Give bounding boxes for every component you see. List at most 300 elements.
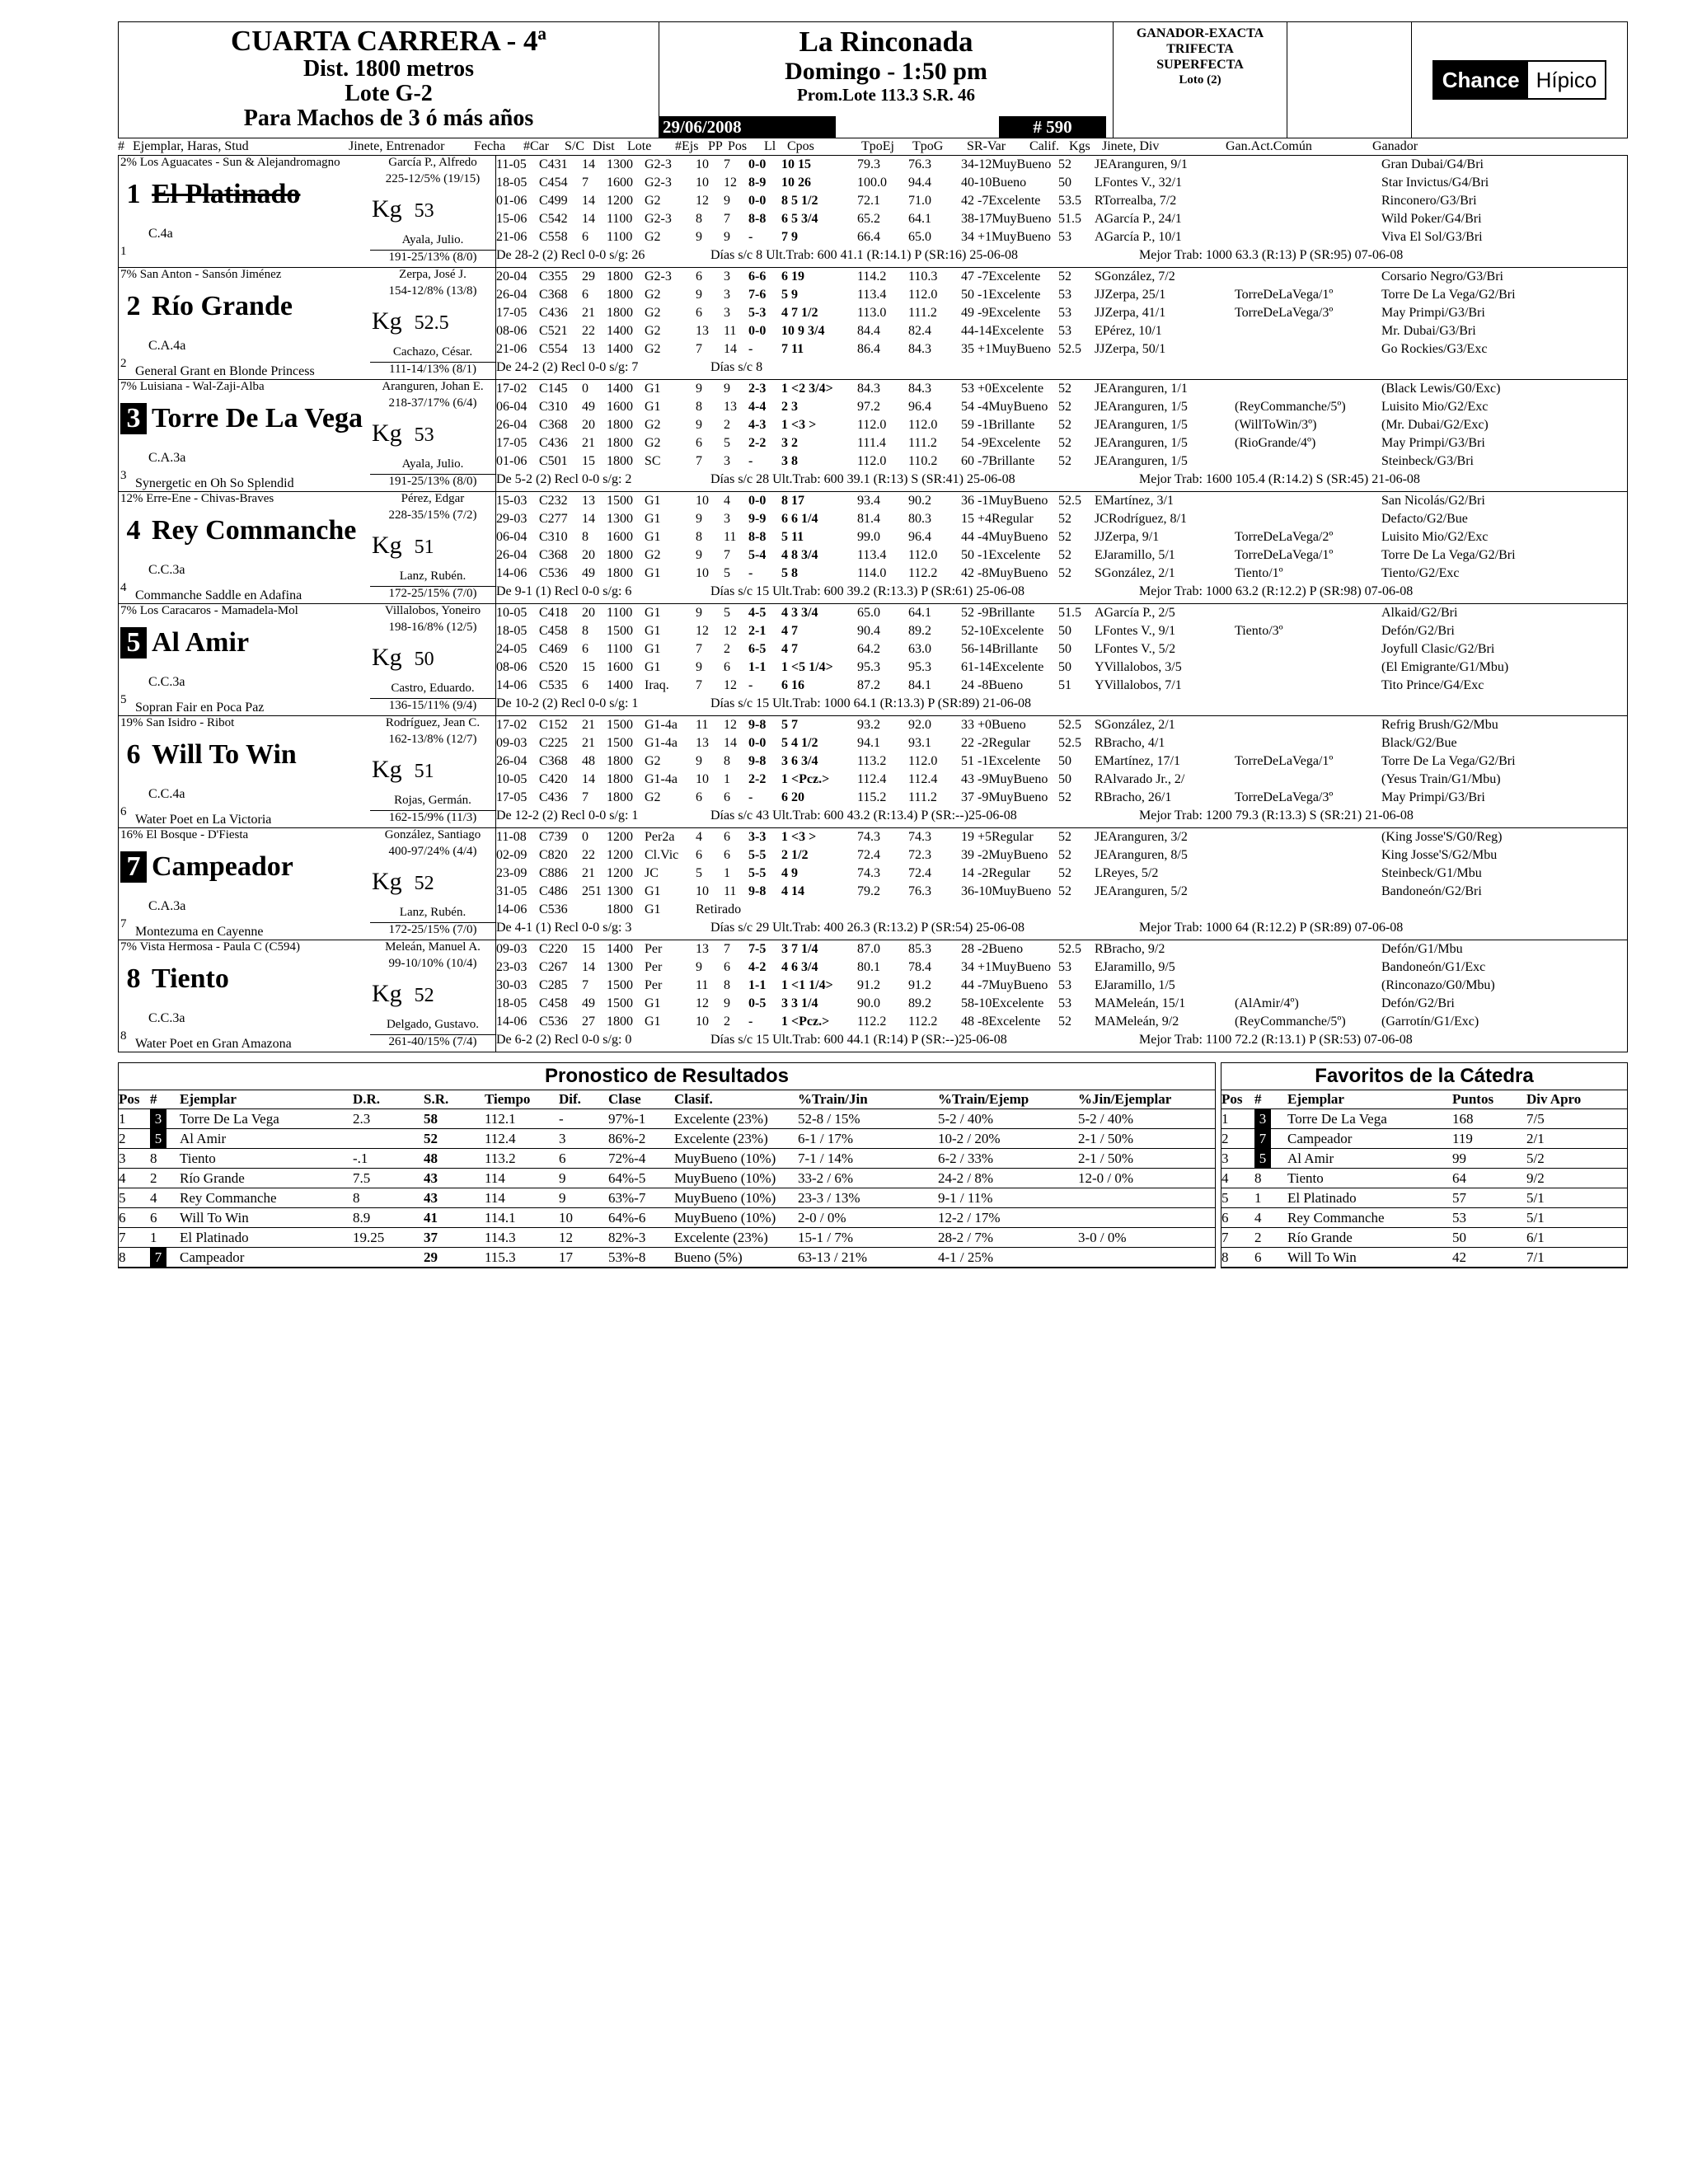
trainer-stats: 191-25/13% (8/0) [370,474,495,489]
horse-identity [119,156,370,267]
pronostico-cell: 28-2 / 7% [938,1230,994,1245]
horse-title [120,963,229,995]
pronostico-col-header: # [150,1091,157,1107]
race-history-row [496,958,1627,977]
popularity-pct: 16% [120,828,143,841]
race-history-cell: 113.4 [857,288,887,302]
favoritos-row [1221,1169,1627,1188]
race-history-cell [1235,640,1381,658]
race-history-cell: 114.0 [857,566,887,580]
race-history-cell: 53 [1058,996,1071,1010]
trainer-stats: 111-14/13% (8/1) [370,362,495,377]
jockey-stats: 218-37/17% (6/4) [388,396,477,410]
race-history-cell: 91.2 [908,978,931,992]
race-history-cell: JEAranguren, 1/5 [1095,400,1188,414]
favoritos-col-header: Pos [1221,1091,1243,1107]
horse-identity [119,492,370,603]
race-history-cell: 17-05 [496,790,528,804]
race-history-cell: 111.2 [908,436,937,450]
race-history-cell: 112.0 [908,288,938,302]
race-history-cell [1095,901,1235,919]
race-history-cell: 20 [582,548,595,562]
race-history-cell: 112.4 [908,772,938,786]
race-history-cell: 1500 [607,996,633,1010]
race-history-cell: 2 [724,1015,730,1029]
horse-name: Torre De La Vega [152,403,363,434]
race-history-cell: 50 -1Excelente [961,548,1041,562]
bet-type: TRIFECTA [1166,42,1234,56]
race-history-cell: 80.1 [857,960,880,974]
race-history-cell: 4-3 [748,418,767,432]
race-history-cell: 52 [1058,566,1071,580]
race-history-cell: G2-3 [645,269,672,284]
column-header: #Ejs [675,139,699,153]
race-history-cell: 6 [724,960,730,974]
horse-sex-age: C.C.3a [148,675,185,689]
horse-small-number: 1 [120,245,127,258]
jockey-stats: 162-13/8% (12/7) [388,733,477,746]
race-history-cell: 87.0 [857,942,880,956]
race-history-cell: Mr. Dubai/G3/Bri [1381,324,1476,338]
race-history-cell: May Primpi/G3/Bri [1381,436,1485,450]
race-history-cell: 84.3 [908,342,931,356]
race-history-cell [1235,604,1381,622]
last-workout: Días s/c 15 Ult.Trab: 600 44.1 (R:14) P (SR:--)25-06-08 [710,1033,1007,1047]
race-history-cell: 52 [1058,530,1071,544]
column-header: PP [708,139,723,153]
horse-title [120,739,297,771]
pronostico-cell: 4-1 / 25% [938,1249,994,1265]
race-history-cell: 50 [1058,660,1071,674]
race-history-cell: 112.4 [857,772,887,786]
race-history-cell: 7-6 [748,288,767,302]
race-history-cell: Torre De La Vega/G2/Bri [1381,754,1516,768]
race-history-cell: TorreDeLaVega/3º [1235,306,1334,320]
race-history-cell: 12 [724,624,737,638]
race-history-cell: 3 2 [781,436,798,450]
race-history-cell: G1 [645,606,661,620]
race-history-cell: 21 [582,736,595,750]
horse-sex-age: C.C.3a [148,1011,185,1025]
race-history-cell: 14 [582,194,595,208]
race-history-cell: 09-03 [496,736,528,750]
last-workout: Días s/c 29 Ult.Trab: 400 26.3 (R:13.2) P (SR:54) 25-06-08 [710,921,1025,935]
jockey-name: González, Santiago [384,828,481,841]
pronostico-cell: 112.4 [485,1131,516,1146]
race-history-cell: 84.3 [857,382,880,396]
trainer-name: Ayala, Julio. [401,457,464,471]
horse-sex-age: C.C.3a [148,563,185,577]
race-history-cell: JEAranguren, 3/2 [1095,830,1188,844]
race-history-cell: C501 [539,454,568,468]
race-history-cell: 112.0 [908,754,938,768]
race-history-cell: - [748,790,753,804]
pronostico-rows [119,1109,1215,1268]
race-history-cell: 9 [696,960,702,974]
race-history-cell: 7 [582,978,588,992]
race-history-cell: 06-04 [496,400,528,414]
race-history-cell: 8-9 [748,176,767,190]
race-history-cell: 14 [582,212,595,226]
race-history-cell: 6-5 [748,642,767,656]
race-history-cell: 1800 [607,772,633,786]
race-history-cell: C418 [539,606,568,620]
race-history-cell: 36 -1MuyBueno [961,494,1048,508]
horse-small-number: 4 [120,581,127,594]
favoritos-row [1221,1188,1627,1208]
column-header: #Car [523,139,550,153]
race-history-cell: 86.4 [857,342,880,356]
race-history-cell: EJaramillo, 1/5 [1095,978,1175,992]
column-header: # [118,139,124,153]
race-history-cell: JEAranguren, 1/5 [1095,418,1188,432]
pronostico-cell: 43 [424,1170,438,1186]
race-history-cell [1235,210,1381,228]
pronostico-cell: 6 [150,1210,157,1226]
pronostico-cell: 52 [424,1131,438,1146]
race-history-cell: Iraq. [645,678,669,692]
favoritos-cell: 7/1 [1526,1249,1545,1265]
pronostico-cell: 4 [119,1170,126,1186]
race-history-cell: 1800 [607,1015,633,1029]
race-history-cell: 15 +4Regular [961,512,1034,526]
race-history-cell: 4 7 [781,624,798,638]
pronostico-cell [150,1109,180,1128]
race-history-cell: 24-05 [496,642,528,656]
race-history-cell: 44 -7MuyBueno [961,978,1048,992]
race-history-cell: JJZerpa, 50/1 [1095,342,1166,356]
race-history-cell: 100.0 [857,176,887,190]
race-history-cell: 51.5 [1058,606,1081,620]
race-history-cell: 72.4 [857,848,880,862]
race-history-cell: 89.2 [908,996,931,1010]
stud-line [120,380,265,394]
race-history-cell: 0-0 [748,324,767,338]
race-history-cell: 6 [582,288,588,302]
race-history-cell: JJZerpa, 41/1 [1095,306,1166,320]
race-history-cell: 76.3 [908,157,931,171]
favoritos-cell: 5 [1221,1190,1229,1206]
race-history-cell: (RioGrande/4º) [1235,436,1316,450]
race-history-cell: 9 [696,548,702,562]
race-history-cell: 12 [696,194,709,208]
race-history-cell: 71.0 [908,194,931,208]
race-history-cell: 11-08 [496,830,527,844]
horse-small-number: 7 [120,917,127,930]
race-history-cell: C368 [539,754,568,768]
race-history-cell: 9-8 [748,884,767,898]
lot-average: Prom.Lote 113.3 S.R. 46 [796,85,976,105]
favoritos-cell: 4 [1254,1210,1262,1226]
race-history-cell: 112.0 [857,418,887,432]
race-history-cell: 90.4 [857,624,880,638]
horse-title [120,627,249,658]
race-history-cell: 8-8 [748,212,767,226]
stud-line [120,716,234,730]
race-history-cell: 14 [582,512,595,526]
race-history-cell: 10-05 [496,606,528,620]
race-history-cell: 1600 [607,400,633,414]
race-history-cell: C310 [539,400,568,414]
column-header: Calif. [1029,139,1059,153]
past-performances [495,604,1627,715]
race-history-cell: 20 [582,606,595,620]
race-history-cell: Tiento/3º [1235,624,1283,638]
race-history-cell: 84.3 [908,382,931,396]
horse-number: 7 [120,851,147,883]
race-history-cell: JJZerpa, 9/1 [1095,530,1160,544]
race-history-cell: C454 [539,176,568,190]
race-history-cell: 50 [1058,624,1071,638]
race-history-cell: 10 9 3/4 [781,324,825,338]
race-history-row [496,546,1627,565]
race-history-cell: 40-10Bueno [961,176,1027,190]
race-history-cell: 26-04 [496,754,528,768]
race-history-row [496,416,1627,434]
race-history-cell: 39 -2MuyBueno [961,848,1048,862]
race-history-cell: 1800 [607,436,633,450]
pronostico-cell: 9-1 / 11% [938,1190,993,1206]
trainer-stats: 261-40/15% (7/4) [370,1034,495,1049]
race-history-cell: 0-0 [748,157,767,171]
race-history-cell: 81.4 [857,512,880,526]
horse-sex-age: C.A.3a [148,899,186,913]
race-history-cell: C554 [539,342,568,356]
race-history-cell: G1 [645,382,661,396]
race-history-cell: G2 [645,754,661,768]
trainer-name: Castro, Eduardo. [391,682,475,695]
race-history-cell: 13 [696,324,709,338]
race-history-cell: 52 [1058,382,1071,396]
race-history-cell: 26-04 [496,288,528,302]
horse-number: 3 [120,403,147,434]
weight-value: 51 [414,761,434,782]
race-history-cell: (Garrotín/G1/Exc) [1381,1015,1479,1029]
race-history-cell: Torre De La Vega/G2/Bri [1381,288,1516,302]
haras-stud: Vista Hermosa - Paula C (C594) [139,940,300,954]
race-history-cell: 112.2 [908,1015,938,1029]
jockey-trainer [370,828,495,940]
race-history-cell: 7 [724,548,730,562]
column-header: S/C [565,139,585,153]
haras-stud: Erre-Ene - Chivas-Braves [146,492,274,505]
race-history-cell: 27 [582,1015,595,1029]
race-history-cell: C368 [539,418,568,432]
race-history-row [496,940,1627,958]
race-history-cell [1235,977,1381,995]
race-history-cell: 26-04 [496,418,528,432]
race-history-cell: 1-1 [748,660,767,674]
race-history-cell: 13 [696,942,709,956]
popularity-pct: 19% [120,716,143,729]
pronostico-cell: 2 [119,1131,126,1146]
favoritos-cell: 3 [1221,1151,1229,1166]
race-history-cell: 4 7 1/2 [781,306,818,320]
race-history-cell: 4-5 [748,606,767,620]
race-history-cell [908,901,961,919]
race-history-cell [1235,771,1381,789]
pronostico-cell: Bueno (5%) [674,1249,743,1265]
pronostico-cell [150,1248,180,1267]
race-history-cell: 1 <5 1/4> [781,660,833,674]
race-history-cell [1235,268,1381,286]
last-workout: Días s/c 15 Ult.Trab: 1000 64.1 (R:13.3) P (SR:89) 21-06-08 [710,696,1032,710]
pronostico-cell: 8 [353,1190,360,1206]
race-history-cell: 5 [724,606,730,620]
horse-title [120,291,293,322]
pronostico-cell: El Platinado [180,1230,249,1245]
pronostico-cell: 115.3 [485,1249,516,1265]
race-history-cell: 3-3 [748,830,767,844]
favoritos-cell: 99 [1452,1151,1466,1166]
race-history-cell: 14 [724,342,737,356]
favoritos-cell: 4 [1221,1170,1229,1186]
race-history-cell: 92.0 [908,718,931,732]
chance-hipico-logo: Chance Hípico [1432,60,1607,100]
pronostico-cell: 24-2 / 8% [938,1170,994,1186]
pronostico-row [119,1228,1215,1248]
race-history-cell: 13 [696,736,709,750]
race-history-cell: 1800 [607,306,633,320]
jockey-trainer [370,380,495,491]
race-distance: Dist. 1800 metros [302,56,475,82]
favoritos-cell: El Platinado [1287,1190,1357,1206]
race-history-cell: RAlvarado Jr., 2/ [1095,772,1185,786]
race-history-cell: 29 [582,269,595,284]
race-history-cell: G1 [645,902,661,916]
race-history-cell [1235,492,1381,510]
race-history-cell: Black/G2/Bue [1381,736,1457,750]
pronostico-cell [353,1129,424,1148]
pronostico-cell: 7 [119,1230,126,1245]
race-history-cell: 13 [724,400,737,414]
horse-footer [496,695,1627,713]
pronostico-cell: 6 [119,1210,126,1226]
favoritos-cell: 5/1 [1526,1190,1545,1206]
race-history-cell: 52 [1058,1015,1071,1029]
race-history-cell [857,901,908,919]
bet-type: SUPERFECTA [1156,58,1244,72]
race-history-cell: C820 [539,848,568,862]
race-history-cell: 84.4 [857,324,880,338]
favoritos-row [1221,1149,1627,1169]
favoritos-cell: 1 [1221,1111,1229,1127]
race-history-cell: 50 [1058,754,1071,768]
race-history-cell: 1800 [607,902,633,916]
horse-identity [119,380,370,491]
stud-line [120,940,300,954]
jockey-trainer [370,716,495,827]
race-history-cell: 6 [724,660,730,674]
race-history-cell: C521 [539,324,568,338]
race-history-cell: 6 [724,848,730,862]
race-history-cell: G2 [645,288,661,302]
race-history-cell: 96.4 [908,530,931,544]
horse-title [120,179,300,210]
pronostico-row [119,1149,1215,1169]
race-history-row [496,977,1627,995]
trainer-stats: 172-25/15% (7/0) [370,922,495,937]
best-workout: Mejor Trab: 1200 79.3 (R:13.3) S (SR:21) 21-06-08 [1139,808,1414,823]
race-history-cell: 10 [696,176,709,190]
horse-small-number: 2 [120,357,127,370]
race-history-cell: 8 [696,530,702,544]
pronostico-cell: 5 [119,1190,126,1206]
race-history-cell: G2 [645,436,661,450]
favoritos-cell: 7 [1221,1230,1229,1245]
pronostico-cell: 17 [559,1249,573,1265]
race-history-cell: 18-05 [496,176,528,190]
pronostico-cell: Río Grande [180,1170,245,1186]
race-history-cell: SGonzález, 2/1 [1095,566,1175,580]
favoritos-cell: 53 [1452,1210,1466,1226]
race-history-cell: 34 +1MuyBueno [961,230,1052,244]
column-header: Lote [627,139,652,153]
race-history-cell: G2-3 [645,176,672,190]
race-history-cell: G1 [645,624,661,638]
race-history-cell: 0-0 [748,194,767,208]
race-history-cell: TorreDeLaVega/1º [1235,754,1334,768]
race-history-cell: 95.3 [857,660,880,674]
race-history-cell: 8 [724,978,730,992]
bottom-tables [118,1062,1628,1268]
favoritos-cell: 8 [1221,1249,1229,1265]
race-history-cell: C542 [539,212,568,226]
race-history-cell: 38-17MuyBueno [961,212,1052,226]
race-history-cell: Steinbeck/G3/Bri [1381,454,1474,468]
race-history-cell: 9 [696,418,702,432]
race-history-cell [748,901,781,919]
race-history-cell: 1100 [607,642,633,656]
race-history-cell: 10-05 [496,772,528,786]
race-history-cell: 1200 [607,866,633,880]
weight-value: 52 [414,985,434,1006]
weight-value: 50 [414,649,434,670]
pronostico-cell: 5-2 / 40% [1078,1111,1134,1127]
race-history-cell: 114.2 [857,269,887,284]
horse-number: 2 [126,291,141,321]
stud-line [120,492,274,506]
race-history-cell: C739 [539,830,568,844]
race-history-cell: 23-09 [496,866,528,880]
race-history-cell: 9 [724,230,730,244]
pronostico-cell: 12-2 / 17% [938,1210,1001,1226]
favoritos-row [1221,1129,1627,1149]
race-history-cell: 14 [582,960,595,974]
race-history-cell: 111.4 [857,436,886,450]
race-history-row [496,995,1627,1013]
horse-title [120,515,356,546]
last-workout: Días s/c 43 Ult.Trab: 600 43.2 (R:13.4) P (SR:--)25-06-08 [710,808,1017,823]
race-history-cell: 251 [582,884,602,898]
race-history-cell: 72.3 [908,848,931,862]
race-history-cell: 72.4 [908,866,931,880]
race-history-cell [1235,174,1381,192]
race-history-cell: 112.2 [908,566,938,580]
favoritos-row [1221,1208,1627,1228]
race-history-cell: 3 [724,306,730,320]
race-history-cell: 8-8 [748,530,767,544]
pronostico-col-header: %Jin/Ejemplar [1078,1091,1172,1107]
horse-small-number: 5 [120,693,127,706]
race-history-cell: 52 [1058,548,1071,562]
favoritos-cell: 2 [1221,1131,1229,1146]
past-performances [495,940,1627,1052]
race-history-cell: 6 20 [781,790,804,804]
pronostico-cell: 114 [485,1170,505,1186]
race-lot: Lote G-2 [345,81,433,106]
race-history-cell: 3 7 1/4 [781,942,818,956]
